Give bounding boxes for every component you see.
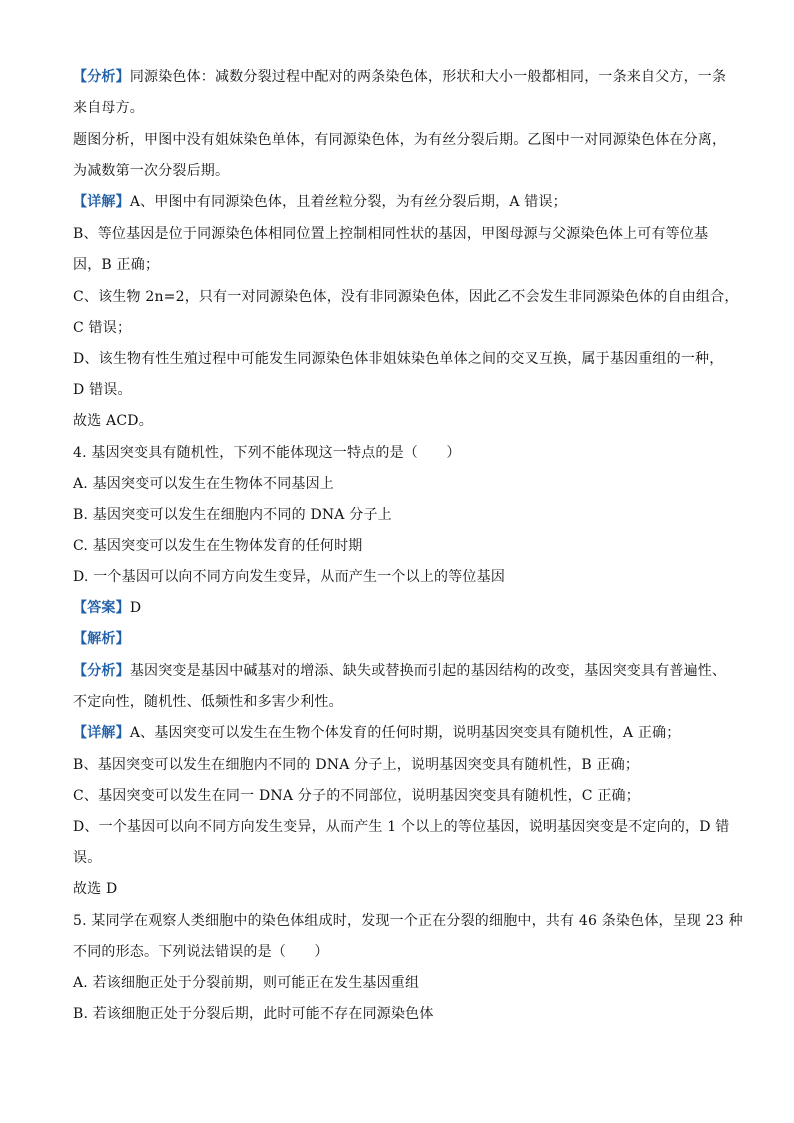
text-line: [73, 287, 739, 307]
text-line: [73, 879, 723, 899]
option-a: [73, 973, 723, 993]
line-text: A、甲图中有同源染色体，且着丝粒分裂，为有丝分裂后期，A 错误；: [129, 194, 567, 210]
text-line: [73, 817, 730, 837]
line-text: D 错误。: [73, 382, 132, 398]
line-text: D、一个基因可以向不同方向发生变异，从而产生 1 个以上的等位基因，说明基因突变是不定向的，D 错: [73, 819, 730, 835]
answer-line: [73, 598, 723, 618]
line-text: B、基因突变可以发生在细胞内不同的 DNA 分子上，说明基因突变具有随机性，B 正确；: [73, 757, 640, 773]
option-b: [73, 505, 723, 525]
line-text: 故选 ACD。: [73, 413, 153, 429]
option-d: [73, 567, 723, 587]
line-text: 基因突变是基因中碱基对的增添、缺失或替换而引起的基因结构的改变，基因突变具有普遍性、: [129, 663, 727, 679]
option-a: [73, 474, 723, 494]
line-text: D、该生物有性生殖过程中可能发生同源染色体非姐妹染色单体之间的交叉互换，属于基因重组的一种，: [73, 351, 724, 367]
section-label: 【解析】: [73, 631, 130, 647]
line-text: B. 基因突变可以发生在细胞内不同的 DNA 分子上: [73, 507, 392, 523]
line-text: 故选 D: [73, 881, 118, 897]
text-line: [73, 130, 727, 150]
line-text: 误。: [73, 850, 102, 866]
option-b: [73, 1004, 723, 1024]
text-line: [73, 755, 723, 775]
line-text: A. 基因突变可以发生在生物体不同基因上: [73, 476, 335, 492]
text-line: [73, 786, 723, 806]
line-text: B、等位基因是位于同源染色体相同位置上控制相同性状的基因，甲图母源与父源染色体上可有等位基: [73, 226, 709, 242]
line-text: B. 若该细胞正处于分裂后期，此时可能不存在同源染色体: [73, 1006, 434, 1022]
text-line: [73, 692, 723, 712]
answer-value: D: [129, 600, 142, 616]
text-line: [73, 411, 723, 431]
question-stem: [73, 443, 723, 463]
line-text: 因，B 正确；: [73, 257, 160, 273]
option-c: [73, 536, 723, 556]
line-text: 为减数第一次分裂后期。: [73, 163, 230, 179]
section-label: 【分析】: [73, 663, 130, 679]
question-stem: [73, 911, 743, 931]
section-label: 【详解】: [73, 194, 130, 210]
line-text: C、该生物 2n=2，只有一对同源染色体，没有非同源染色体，因此乙不会发生非同源染色体的自由组合，: [73, 289, 739, 305]
line-text: A. 若该细胞正处于分裂前期，则可能正在发生基因重组: [73, 975, 420, 991]
text-line: [73, 224, 723, 244]
text-line: [73, 723, 723, 743]
text-line: [73, 255, 723, 275]
text-line: [73, 318, 723, 338]
line-text: 来自母方。: [73, 100, 144, 116]
section-label: 【分析】: [73, 69, 130, 85]
line-text: 不同的形态。下列说法错误的是（ ）: [73, 944, 329, 960]
text-line: [73, 848, 723, 868]
line-text: A、基因突变可以发生在生物个体发育的任何时期，说明基因突变具有随机性，A 正确；: [129, 725, 681, 741]
text-line: [73, 161, 723, 181]
line-text: C. 基因突变可以发生在生物体发育的任何时期: [73, 538, 363, 554]
line-text: D. 一个基因可以向不同方向发生变异，从而产生一个以上的等位基因: [73, 569, 506, 585]
section-label: 【详解】: [73, 725, 130, 741]
line-text: C、基因突变可以发生在同一 DNA 分子的不同部位，说明基因突变具有随机性，C 正确；: [73, 788, 640, 804]
text-line: [73, 192, 723, 212]
text-line: [73, 661, 727, 681]
text-line: [73, 349, 723, 369]
line-text: C 错误；: [73, 320, 132, 336]
line-text: 4. 基因突变具有随机性，下列不能体现这一特点的是（ ）: [73, 445, 461, 461]
text-line: [73, 98, 723, 118]
section-label: 【答案】: [73, 600, 130, 616]
line-text: 同源染色体：减数分裂过程中配对的两条染色体，形状和大小一般都相同，一条来自父方，一条: [129, 69, 727, 85]
text-line: [73, 380, 723, 400]
analysis-heading: [73, 629, 723, 649]
line-text: 不定向性，随机性、低频性和多害少利性。: [73, 694, 343, 710]
text-line: [73, 67, 727, 87]
text-line: [73, 942, 723, 962]
line-text: 5. 某同学在观察人类细胞中的染色体组成时，发现一个正在分裂的细胞中，共有 46 条染色体，呈现 23 种: [73, 913, 743, 929]
line-text: 题图分析，甲图中没有姐妹染色单体，有同源染色体，为有丝分裂后期。乙图中一对同源染色体在分离，: [73, 132, 727, 148]
